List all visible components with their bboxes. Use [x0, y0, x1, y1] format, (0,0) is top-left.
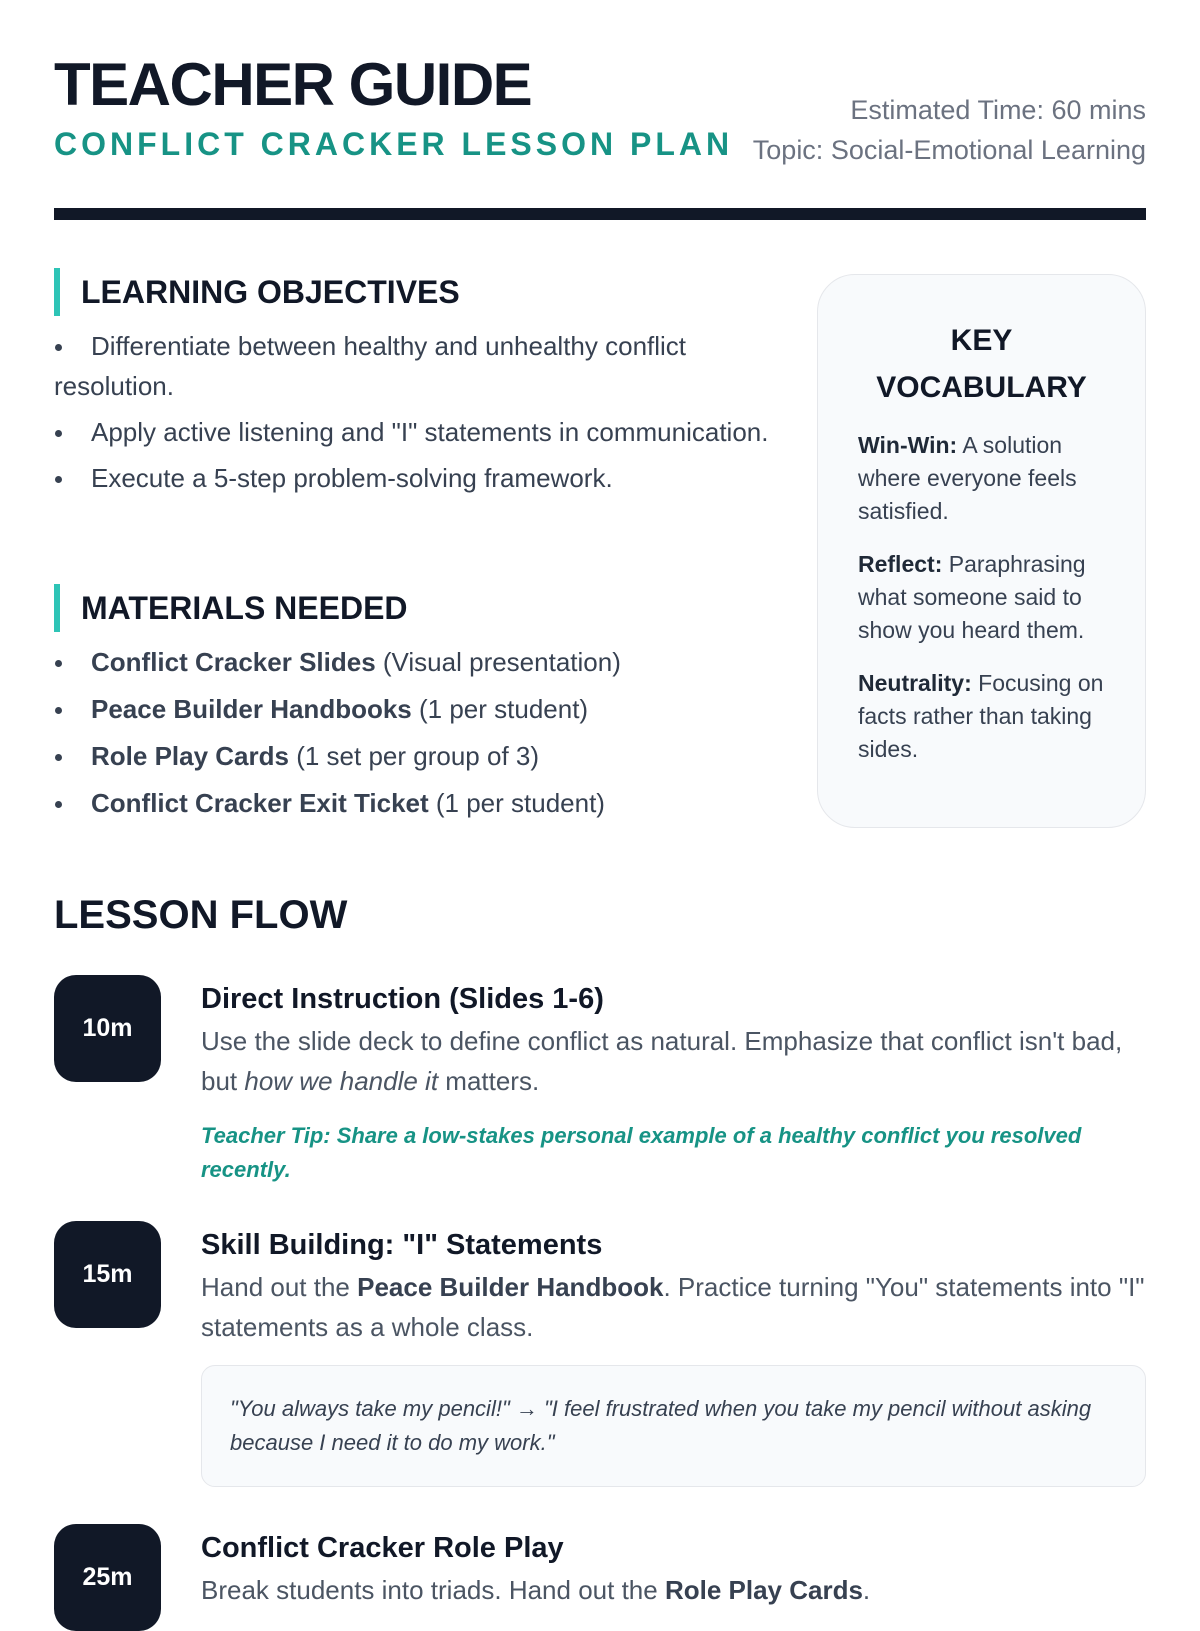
- vocabulary-definition: Focusing on facts rather than taking sides.: [858, 670, 1104, 762]
- description-text: . Practice turning "You" statements into "I" statements as a whole class.: [201, 1272, 1145, 1342]
- vocabulary-heading: KEY VOCABULARY: [876, 324, 1087, 404]
- description-bold: Peace Builder Handbook: [357, 1272, 664, 1302]
- description-text: Hand out the: [201, 1272, 358, 1302]
- objective-item: Differentiate between healthy and unhealthy conflict resolution.: [54, 326, 774, 406]
- duration-badge: 25m: [54, 1524, 161, 1631]
- material-detail: (1 set per group of 3): [288, 741, 540, 771]
- material-detail: (Visual presentation): [375, 647, 621, 677]
- estimated-time: Estimated Time: 60 mins: [850, 95, 1146, 125]
- step-description: [201, 1267, 1146, 1347]
- duration-badge: 15m: [54, 1221, 161, 1328]
- objective-item: Apply active listening and "I" statements in communication.: [54, 412, 774, 452]
- materials-list: [54, 642, 774, 830]
- material-item: [54, 642, 774, 682]
- step-content: [201, 975, 1146, 1187]
- objective-item: Execute a 5-step problem-solving framework.: [54, 458, 774, 498]
- objectives-heading: LEARNING OBJECTIVES: [54, 268, 460, 316]
- vocabulary-term: Win-Win:: [858, 432, 958, 458]
- step-content: [201, 1524, 1146, 1610]
- material-item: [54, 736, 774, 776]
- material-item: [54, 689, 774, 729]
- step-title: Skill Building: "I" Statements: [201, 1229, 603, 1261]
- material-name: Peace Builder Handbooks: [91, 694, 412, 724]
- description-emphasis: how we handle it: [244, 1066, 439, 1096]
- vocabulary-item: [858, 667, 1105, 766]
- vocabulary-definition: A solution where everyone feels satisfied.: [858, 432, 1077, 524]
- teacher-tip: Teacher Tip: Share a low-stakes personal example of a healthy conflict you resolved recently.: [201, 1123, 1082, 1182]
- page-title: TEACHER GUIDE: [54, 51, 532, 118]
- objectives-list: [54, 326, 774, 504]
- vocabulary-term: Neutrality:: [858, 670, 972, 696]
- material-name: Role Play Cards: [91, 741, 289, 771]
- material-item: [54, 783, 774, 823]
- material-detail: (1 per student): [411, 694, 589, 724]
- overview-section: [54, 222, 1146, 830]
- description-text: .: [862, 1575, 871, 1605]
- vocabulary-item: [858, 429, 1105, 528]
- material-name: Conflict Cracker Slides: [91, 647, 376, 677]
- description-text: matters.: [438, 1066, 540, 1096]
- lesson-topic: Topic: Social-Emotional Learning: [752, 135, 1146, 165]
- lesson-meta: [753, 90, 1146, 170]
- header-divider: [54, 208, 1146, 220]
- step-description: [201, 1021, 1146, 1101]
- materials-heading: MATERIALS NEEDED: [54, 584, 408, 632]
- description-text: Break students into triads. Hand out the: [201, 1575, 665, 1605]
- page-subtitle: CONFLICT CRACKER LESSON PLAN: [54, 126, 734, 162]
- step-title: Conflict Cracker Role Play: [201, 1532, 564, 1564]
- page-header: [54, 0, 1146, 222]
- vocabulary-item: [858, 548, 1105, 647]
- duration-badge: 10m: [54, 975, 161, 1082]
- material-name: Conflict Cracker Exit Ticket: [91, 788, 429, 818]
- description-bold: Role Play Cards: [664, 1575, 863, 1605]
- description-text: Use the slide deck to define conflict as natural. Emphasize that conflict isn't bad, but: [201, 1026, 1123, 1096]
- vocabulary-term: Reflect:: [858, 551, 943, 577]
- step-description: [201, 1570, 1146, 1610]
- step-title: Direct Instruction (Slides 1-6): [201, 983, 604, 1015]
- lesson-flow-heading: LESSON FLOW: [54, 893, 348, 937]
- vocabulary-definition: Paraphrasing what someone said to show you heard them.: [858, 551, 1086, 643]
- step-content: [201, 1221, 1146, 1487]
- example-box: "You always take my pencil!" → "I feel frustrated when you take my pencil without asking because I need it to do my work.": [201, 1365, 1146, 1487]
- material-detail: (1 per student): [428, 788, 605, 818]
- vocabulary-card: [817, 274, 1146, 828]
